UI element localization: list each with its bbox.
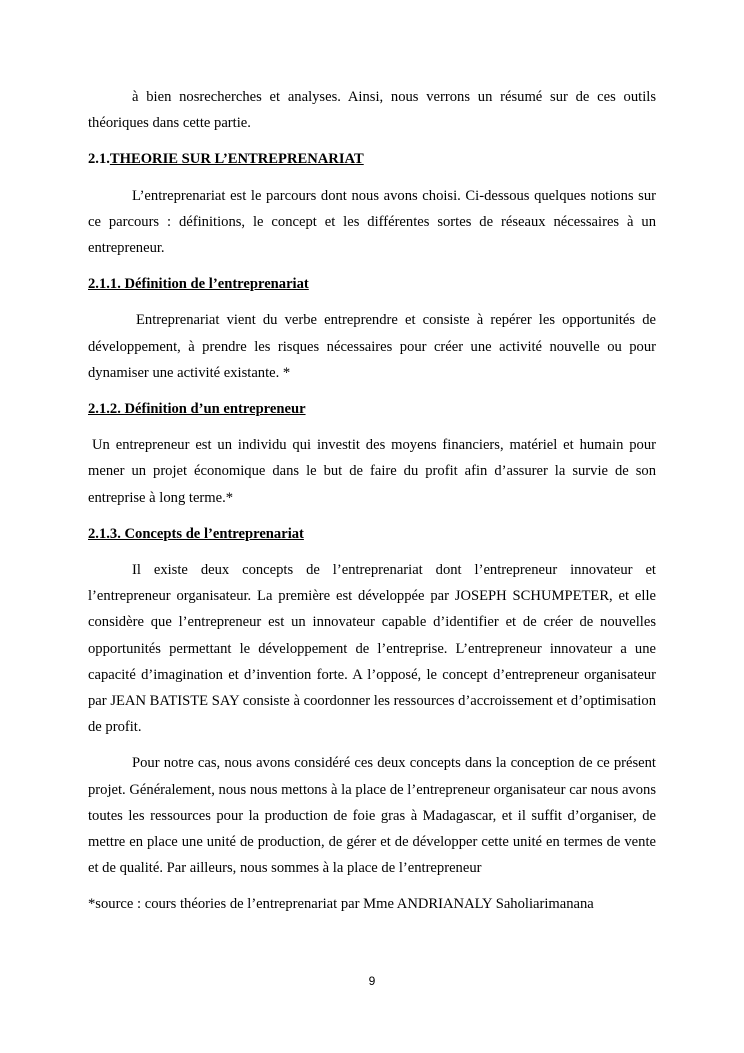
section-2-1-1-heading: 2.1.1. Définition de l’entreprenariat [88, 276, 309, 293]
page-number: 9 [368, 974, 376, 988]
section-2-1-title: THEORIE SUR L’ENTREPRENARIAT [109, 151, 364, 168]
section-2-1-number: 2.1. [88, 151, 110, 168]
section-2-1-3-heading: 2.1.3. Concepts de l’entreprenariat [88, 525, 304, 542]
section-2-1-1-paragraph: Entreprenariat vient du verbe entreprendre et consiste à repérer les opportunités de développement, à prendre les risques nécessaires pour créer une activité nouvelle ou pour dynamiser une activité existante. * [88, 312, 656, 381]
intro-paragraph: à bien nosrecherches et analyses. Ainsi, nous verrons un résumé sur de ces outils théoriques dans cette partie. [88, 89, 656, 132]
section-2-1-3-paragraph-1: Il existe deux concepts de l’entreprenariat dont l’entrepreneur innovateur et l’entrepreneur organisateur. La première est développée par JOSEPH SCHUMPETER, et elle considère que l’entrepreneur est un innovateur capable d’identifier et de créer de nouvelles opportunités permettant le développement de l’entreprise. L’entrepreneur innovateur a une capacité d’imagination et d’invention forte. A l’opposé, le concept d’entrepreneur organisateur par JEAN BATISTE SAY consiste à coordonner les ressources d’accroissement et d’optimisation de profit. [88, 562, 656, 736]
section-2-1-2-paragraph: Un entrepreneur est un individu qui investit des moyens financiers, matériel et humain pour mener un projet économique dans le but de faire du profit afin d’assurer la survie de son entreprise à long terme.* [88, 437, 656, 506]
section-2-1-heading [88, 146, 656, 172]
source-footnote: *source : cours théories de l’entreprenariat par Mme ANDRIANALY Saholiarimanana [88, 896, 594, 913]
section-2-1-paragraph: L’entreprenariat est le parcours dont nous avons choisi. Ci-dessous quelques notions sur ce parcours : définitions, le concept et les différentes sortes de réseaux nécessaires à un entrepreneur. [88, 187, 656, 257]
page-body [88, 84, 656, 918]
section-2-1-2-heading: 2.1.2. Définition d’un entrepreneur [88, 401, 306, 418]
section-2-1-3-paragraph-2: Pour notre cas, nous avons considéré ces deux concepts dans la conception de ce présent projet. Généralement, nous nous mettons à la place de l’entrepreneur organisateur car nous avons toutes les ressources pour la production de foie gras à Madagascar, et il suffit d’organiser, de mettre en place une unité de production, de gérer et de développer cette unité en termes de vente et de qualité. Par ailleurs, nous sommes à la place de l’entrepreneur [88, 755, 656, 877]
